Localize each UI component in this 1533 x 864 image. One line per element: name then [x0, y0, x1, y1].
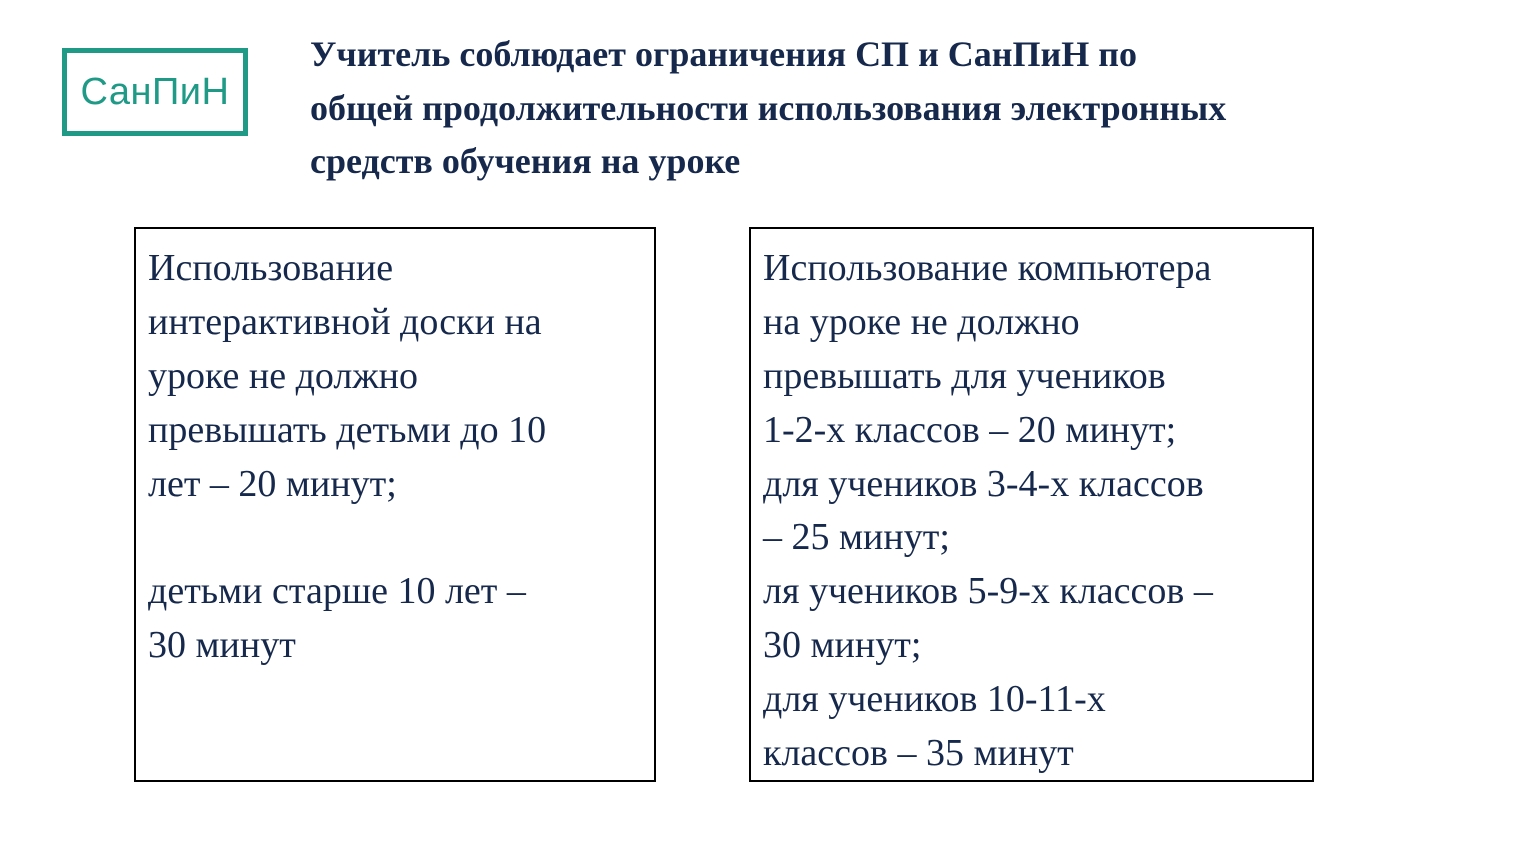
rule-text-line: превышать для учеников — [763, 354, 1166, 397]
title-line: средств обучения на уроке — [310, 141, 741, 181]
rule-text-line: уроке не должно — [148, 354, 418, 397]
rule-text-line: ля учеников 5-9-х классов – — [763, 570, 1213, 613]
rule-text-line: интерактивной доски на — [148, 300, 542, 343]
rule-text-line: превышать детьми до 10 — [148, 408, 547, 451]
rule-text-line: 30 минут — [148, 624, 296, 667]
sanpin-logo-label: СанПиН — [80, 70, 230, 113]
slide-title — [310, 28, 1500, 189]
sanpin-logo — [62, 48, 248, 136]
rule-text-line: 30 минут; — [763, 624, 922, 667]
rule-text-line: Использование компьютера — [763, 247, 1212, 289]
rule-text-line: Использование — [148, 247, 394, 289]
rule-text-line: на уроке не должно — [763, 300, 1080, 343]
rule-text-line: – 25 минут; — [763, 516, 950, 559]
interactive-board-rule-box — [134, 227, 656, 782]
title-line: Учитель соблюдает ограничения СП и СанПиН по — [310, 34, 1138, 74]
rule-text-line: для учеников 10-11-х — [763, 678, 1106, 721]
rule-text-line — [148, 511, 654, 565]
title-line: общей продолжительности использования электронных — [310, 87, 1227, 128]
rule-text-line: для учеников 3-4-х классов — [763, 462, 1204, 505]
computer-rule-box — [749, 227, 1314, 782]
rule-text-line: классов – 35 минут — [763, 732, 1074, 775]
rule-text-line: лет – 20 минут; — [148, 462, 397, 505]
rule-text-line: детьми старше 10 лет – — [148, 570, 526, 613]
rule-text-line: 1-2-х классов – 20 минут; — [763, 408, 1177, 451]
